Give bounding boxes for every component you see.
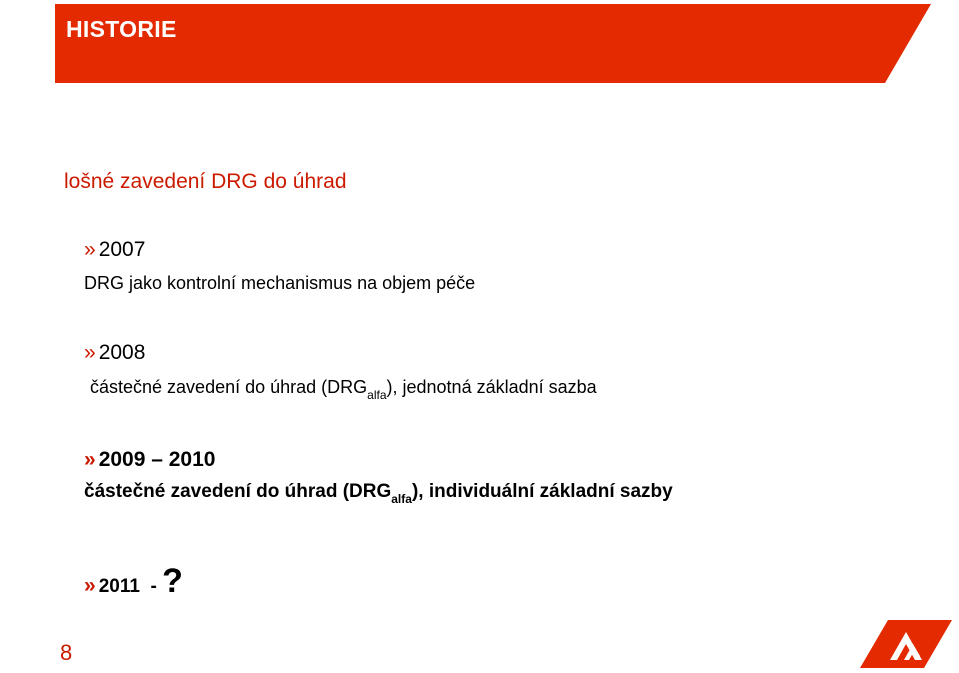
year-2011 xyxy=(84,562,183,601)
year-label: 2008 xyxy=(98,341,146,364)
bullet-marker: » xyxy=(84,448,96,471)
year-2008 xyxy=(84,341,145,365)
question-mark: ? xyxy=(162,562,183,600)
desc-2008 xyxy=(90,377,597,402)
bullet-marker: » xyxy=(84,341,96,364)
year-2007 xyxy=(84,238,145,262)
year-label: 2011 - xyxy=(98,576,163,597)
desc-text: ), jednotná základní sazba xyxy=(386,377,597,397)
year-label: 2009 – 2010 xyxy=(98,448,216,471)
desc-text: částečné zavedení do úhrad (DRG xyxy=(84,481,392,502)
desc-text: částečné zavedení do úhrad (DRG xyxy=(90,377,368,397)
company-logo-icon xyxy=(860,620,952,673)
bullet-marker: » xyxy=(84,574,96,597)
header-banner xyxy=(55,4,931,83)
desc-subscript: alfa xyxy=(367,388,387,402)
page-number: 8 xyxy=(60,640,73,665)
desc-text: ), individuální základní sazby xyxy=(411,481,673,502)
year-label: 2007 xyxy=(98,238,146,261)
desc-2009-2010 xyxy=(84,481,673,506)
desc-2007: DRG jako kontrolní mechanismus na objem péče xyxy=(84,273,476,293)
bullet-marker: » xyxy=(84,238,96,261)
year-2009-2010 xyxy=(84,448,215,472)
desc-subscript: alfa xyxy=(391,492,412,506)
slide-title: HISTORIE xyxy=(66,16,177,42)
banner-shape xyxy=(55,4,931,83)
section-heading: lošné zavedení DRG do úhrad xyxy=(64,170,347,193)
